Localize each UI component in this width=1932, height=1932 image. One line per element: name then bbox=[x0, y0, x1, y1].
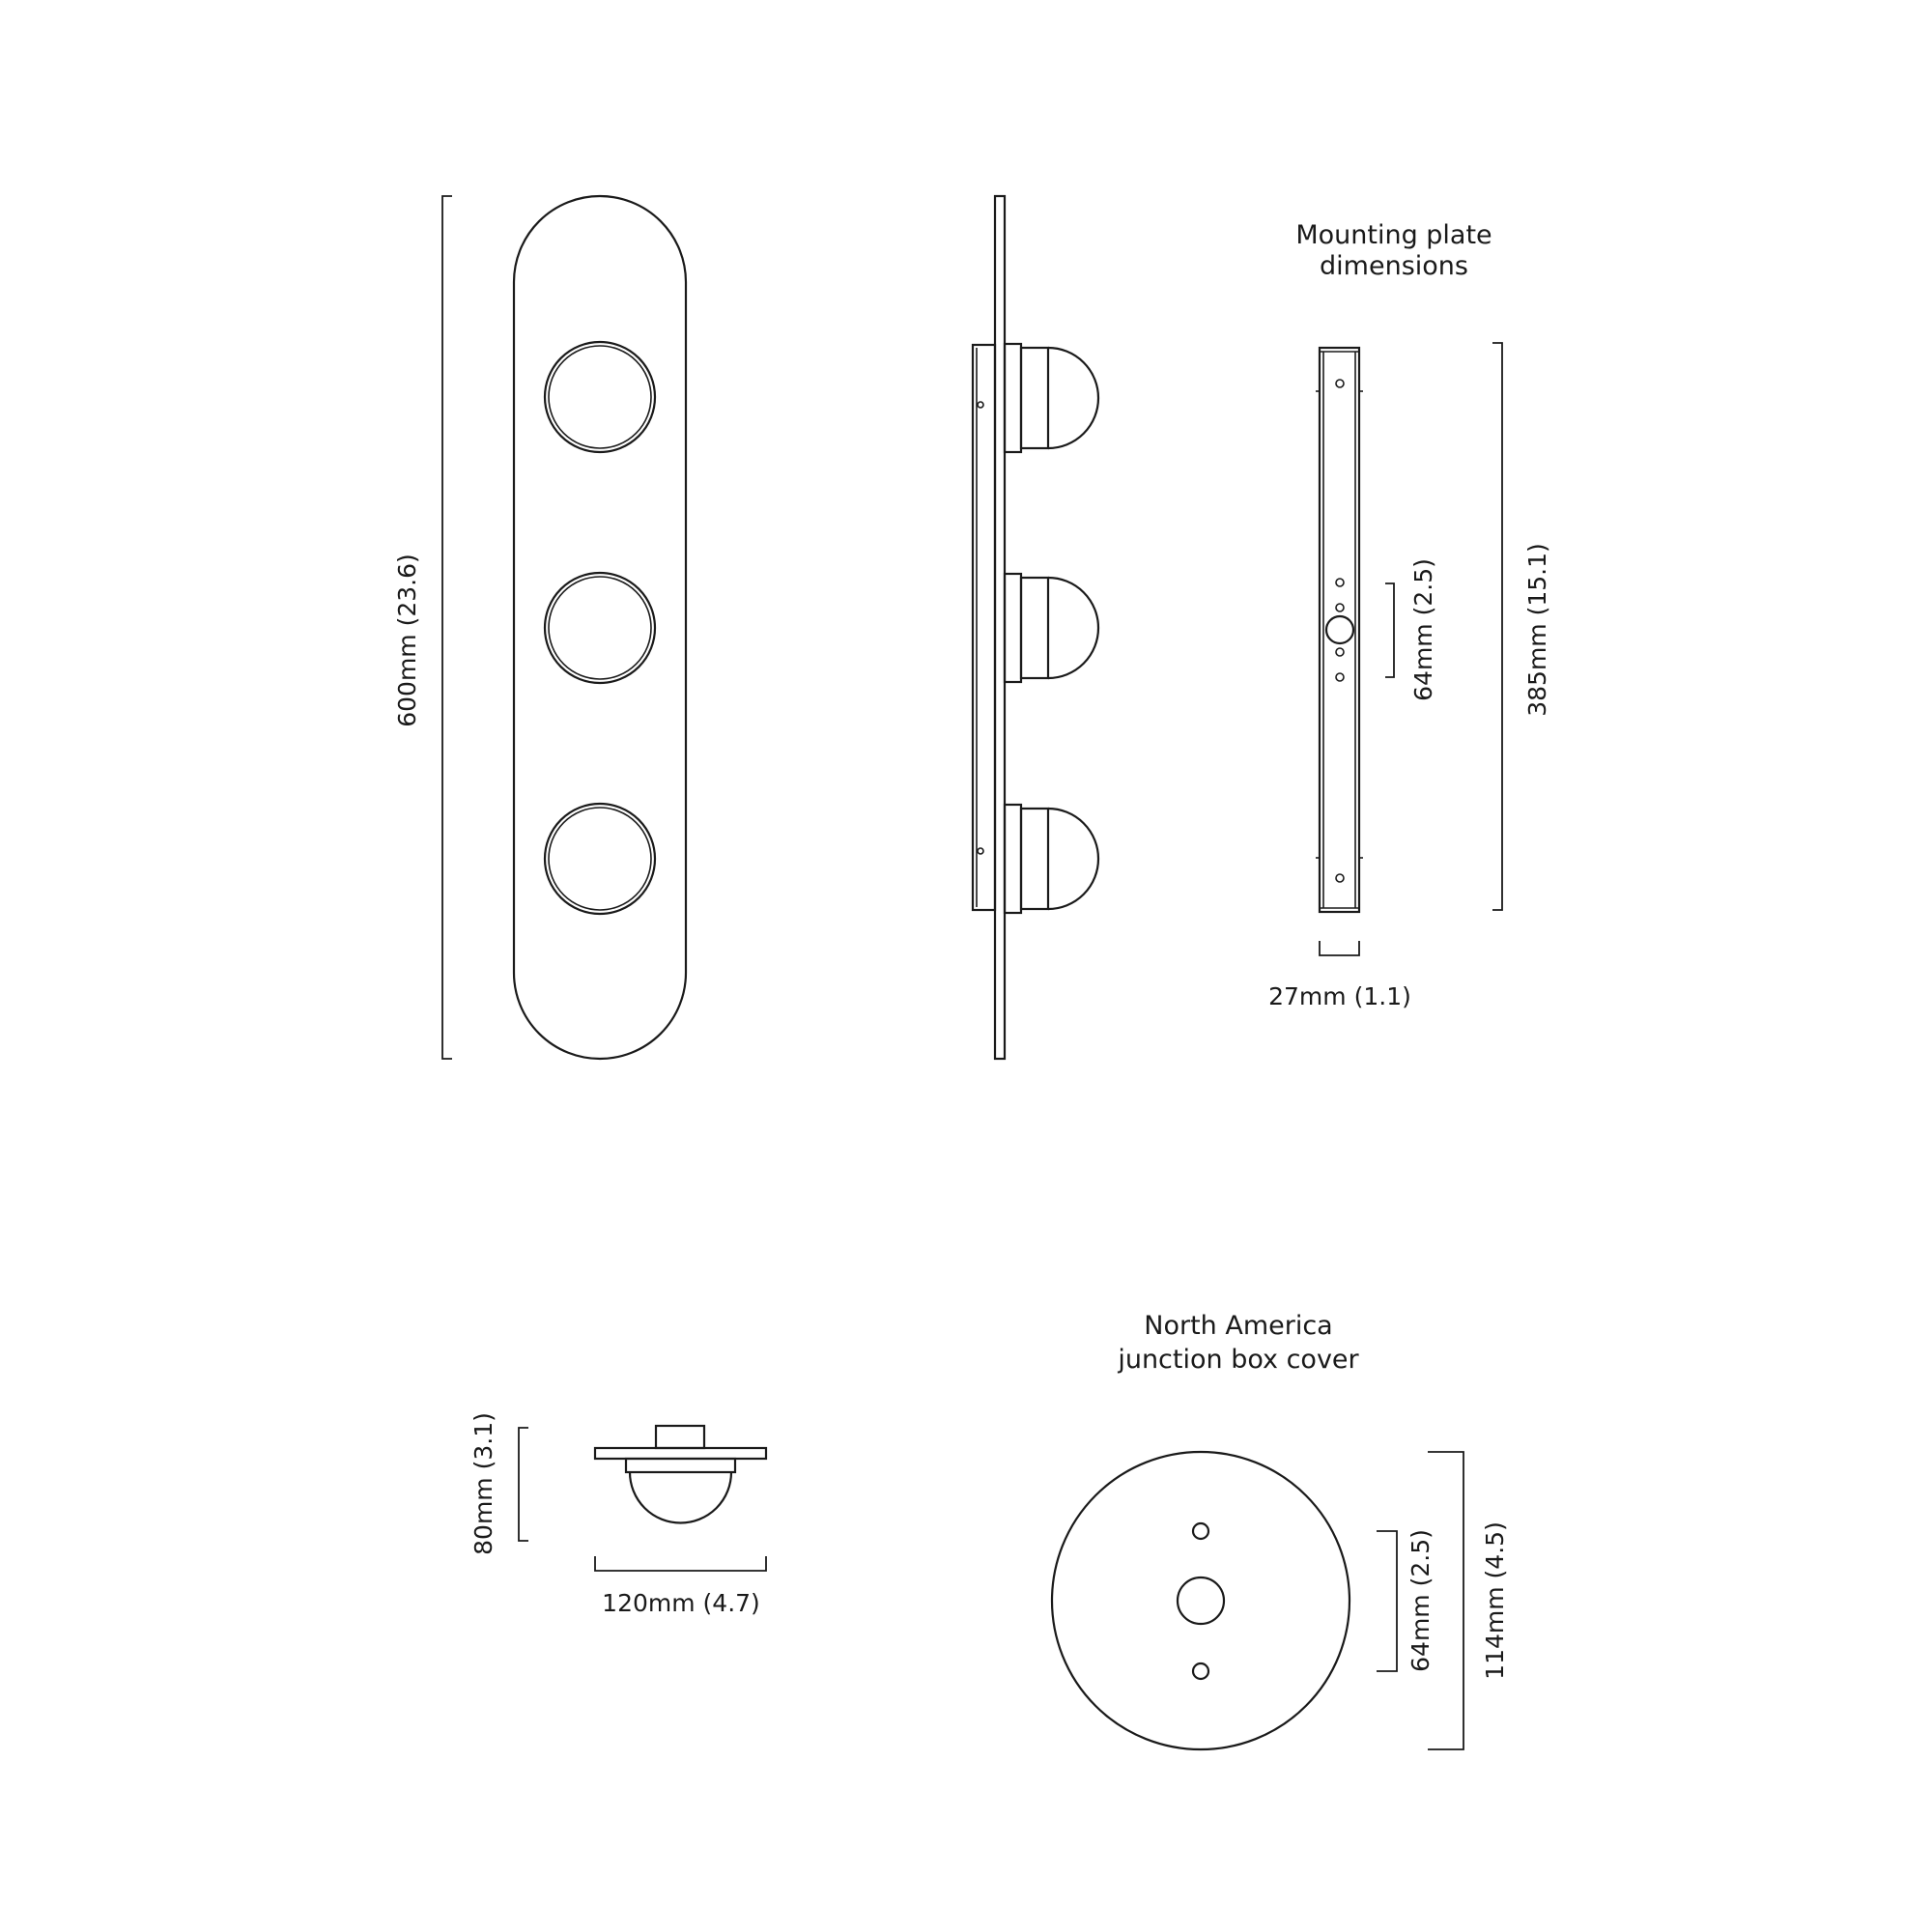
plate-hole-spacing-bracket bbox=[1385, 583, 1394, 677]
plate-width-label: 27mm (1.1) bbox=[1268, 982, 1411, 1010]
top-junction-box bbox=[656, 1426, 704, 1448]
top-width-bracket bbox=[595, 1556, 766, 1571]
plate-length-label: 385mm (15.1) bbox=[1523, 543, 1551, 717]
side-lamp-3 bbox=[1005, 805, 1098, 913]
side-backplate bbox=[995, 196, 1005, 1059]
top-backplate bbox=[595, 1448, 766, 1459]
plate-center-hole bbox=[1326, 616, 1353, 643]
top-view bbox=[469, 1412, 766, 1617]
side-view bbox=[973, 196, 1098, 1059]
junction-box-view bbox=[1052, 1311, 1509, 1749]
backplate-outline bbox=[514, 196, 686, 1059]
top-depth-bracket bbox=[519, 1428, 528, 1541]
plate-hole-mid-3 bbox=[1336, 648, 1344, 656]
side-lamp-1 bbox=[1005, 344, 1098, 452]
side-lamp-2 bbox=[1005, 574, 1098, 682]
plate-hole-mid-1 bbox=[1336, 579, 1344, 586]
top-shade-dome bbox=[630, 1472, 731, 1523]
junction-box-hole-top bbox=[1193, 1523, 1208, 1539]
front-shade-1 bbox=[545, 342, 655, 452]
front-shade-2 bbox=[545, 573, 655, 683]
front-shade-3 bbox=[545, 804, 655, 914]
mounting-plate-title-line2: dimensions bbox=[1320, 251, 1468, 281]
side-screw-bottom bbox=[978, 848, 983, 854]
plate-hole-bottom bbox=[1336, 874, 1344, 882]
junction-box-title-line1: North America bbox=[1144, 1311, 1333, 1341]
top-depth-label: 80mm (3.1) bbox=[469, 1412, 497, 1555]
front-height-label: 600mm (23.6) bbox=[393, 554, 421, 727]
mounting-plate-title-line1: Mounting plate bbox=[1295, 220, 1492, 250]
junction-box-title-line2: junction box cover bbox=[1118, 1345, 1359, 1375]
front-dimension-line bbox=[442, 196, 452, 1059]
plate-hole-mid-2 bbox=[1336, 604, 1344, 611]
side-screw-top bbox=[978, 402, 983, 408]
mounting-plate-view bbox=[1268, 220, 1551, 1010]
junction-box-center-hole bbox=[1178, 1577, 1224, 1624]
plate-length-bracket bbox=[1492, 343, 1502, 910]
junction-box-hole-spacing-bracket bbox=[1377, 1531, 1397, 1671]
junction-box-cover bbox=[1052, 1452, 1350, 1749]
top-shade-collar bbox=[626, 1459, 735, 1472]
plate-hole-top bbox=[1336, 380, 1344, 387]
junction-box-hole-spacing-label: 64mm (2.5) bbox=[1406, 1529, 1435, 1672]
junction-box-diameter-label: 114mm (4.5) bbox=[1481, 1521, 1509, 1680]
plate-hole-mid-4 bbox=[1336, 673, 1344, 681]
plate-hole-spacing-label: 64mm (2.5) bbox=[1409, 558, 1437, 701]
junction-box-hole-bottom bbox=[1193, 1663, 1208, 1679]
plate-width-bracket bbox=[1320, 941, 1359, 955]
front-view bbox=[393, 196, 686, 1059]
top-width-label: 120mm (4.7) bbox=[602, 1589, 760, 1617]
